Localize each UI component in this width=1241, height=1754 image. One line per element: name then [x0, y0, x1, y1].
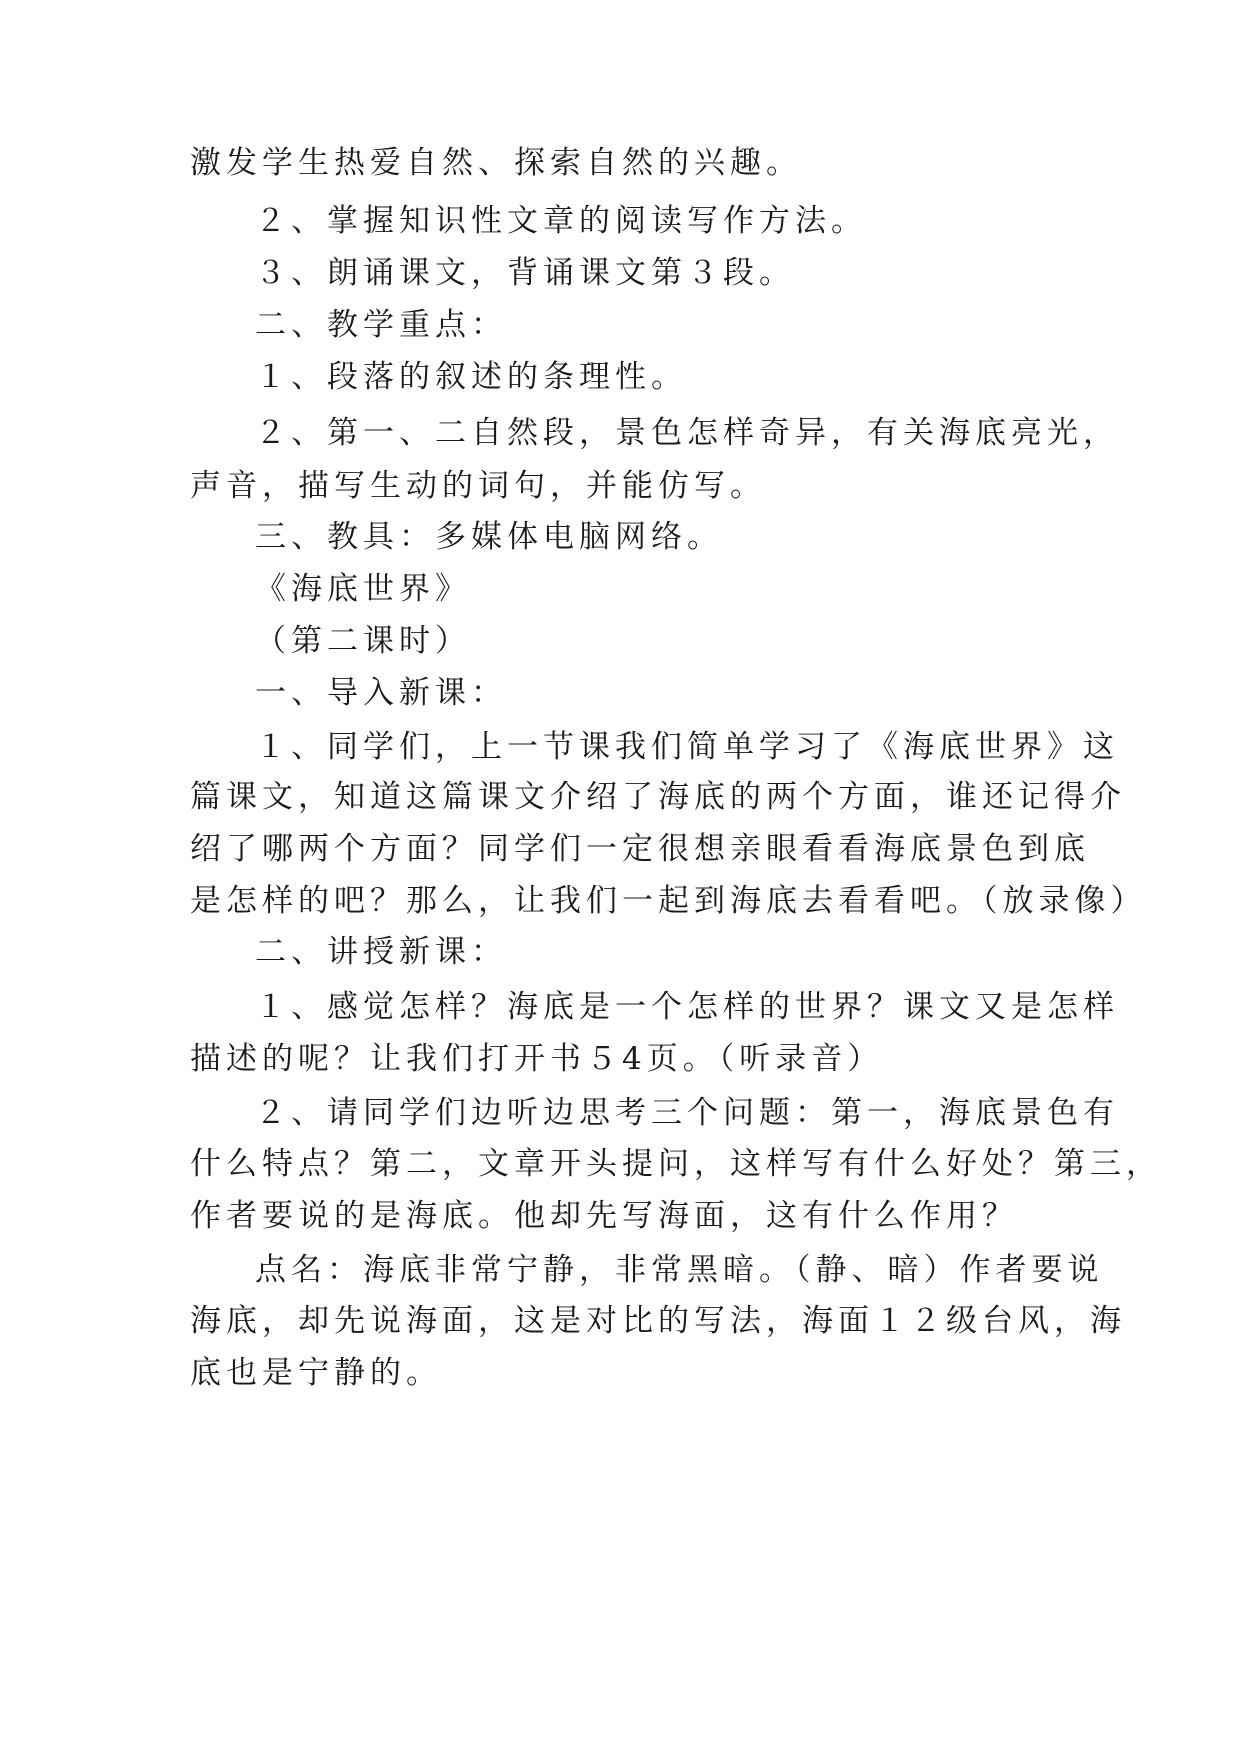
- text-line: 底也是宁静的。: [190, 1355, 442, 1391]
- text-line: ２、第一、二自然段，景色怎样奇异，有关海底亮光，: [255, 415, 1119, 451]
- section-heading: 一、导入新课：: [255, 675, 507, 711]
- lesson-subtitle: （第二课时）: [255, 623, 471, 659]
- text-line: 声音，描写生动的词句，并能仿写。: [190, 468, 766, 504]
- section-heading: 三、教具：多媒体电脑网络。: [255, 519, 723, 555]
- text-line: ２、请同学们边听边思考三个问题：第一，海底景色有: [255, 1095, 1119, 1131]
- text-line: 描述的呢？让我们打开书５4页。（听录音）: [190, 1041, 884, 1077]
- text-line: 点名：海底非常宁静，非常黑暗。（静、暗）作者要说: [255, 1252, 1104, 1288]
- text-line: 是怎样的吧？那么，让我们一起到海底去看看吧。（放录像）: [190, 883, 1147, 919]
- text-line: ３、朗诵课文，背诵课文第３段。: [255, 255, 795, 291]
- text-line: 绍了哪两个方面？同学们一定很想亲眼看看海底景色到底: [190, 831, 1090, 867]
- text-line: 作者要说的是海底。他却先写海面，这有什么作用？: [190, 1198, 1018, 1234]
- section-heading: 二、教学重点：: [255, 307, 507, 343]
- text-line: １、同学们，上一节课我们简单学习了《海底世界》这: [255, 729, 1119, 765]
- text-line: 什么特点？第二，文章开头提问，这样写有什么好处？第三，: [190, 1146, 1162, 1182]
- text-line: ２、掌握知识性文章的阅读写作方法。: [255, 203, 867, 239]
- section-heading: 二、讲授新课：: [255, 934, 507, 970]
- text-line: 篇课文，知道这篇课文介绍了海底的两个方面，谁还记得介: [190, 779, 1126, 815]
- lesson-title: 《海底世界》: [255, 571, 471, 607]
- text-line: 海底，却先说海面，这是对比的写法，海面１２级台风，海: [190, 1303, 1126, 1339]
- text-line: １、段落的叙述的条理性。: [255, 359, 687, 395]
- text-line: １、感觉怎样？海底是一个怎样的世界？课文又是怎样: [255, 989, 1119, 1025]
- text-line: 激发学生热爱自然、探索自然的兴趣。: [190, 145, 802, 181]
